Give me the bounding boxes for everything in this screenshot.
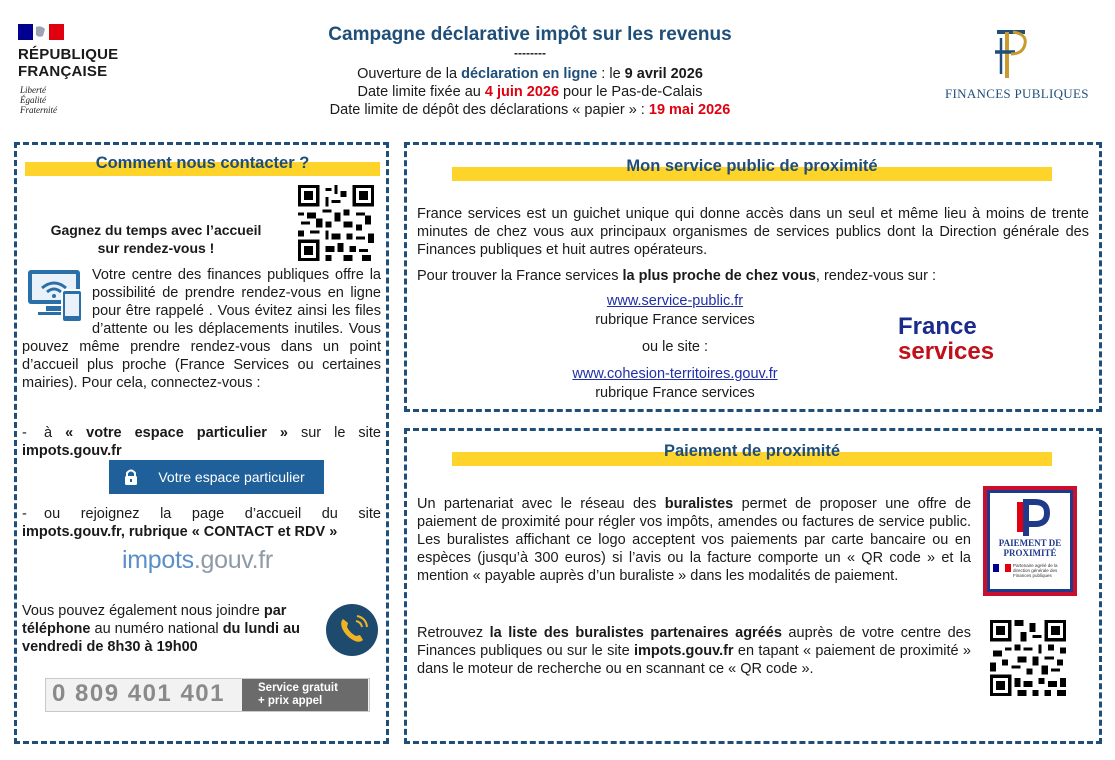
or-label: ou le site : (641, 339, 709, 355)
paiement-title: Paiement de proximité (663, 442, 841, 460)
proximite-title: Mon service public de proximité (626, 157, 878, 175)
paiement-proximite-logo (983, 486, 1077, 596)
paiement-paragraph: Un partenariat avec le réseau des buralistes permet de proposer une offre de paiement de proximité pour régler vos impôts, amendes ou factures de service public. Les buralistes affichant ce logo acceptent vos paiements par carte bancaire ou en espèces (jusqu’à 300 euros) si l’avis ou la facture comporte un « QR code » et la mention « payable auprès d’un buraliste » dans les modalités de paiement. (417, 496, 972, 584)
phone-price-tag: Service gratuit + prix appel (242, 679, 368, 711)
marianne-flag-icon (18, 24, 64, 40)
bullet-contact-rdv: - ou rejoignez la page d’accueil du site impots.gouv.fr, rubrique « CONTACT et RDV » (22, 506, 381, 540)
contact-intro: Gagnez du temps avec l’accueil sur rendez-vous ! (50, 222, 262, 256)
finances-publiques-name: FINANCES PUBLIQUES (945, 86, 1089, 101)
logo-subtitle: Partenaire agréé de la direction générale des Finances publiques (1013, 563, 1058, 578)
republique-francaise-logo: RÉPUBLIQUE FRANÇAISE (18, 46, 119, 80)
contact-paragraph: Votre centre des finances publiques offre la possibilité de prendre rendez-vous en ligne pour être rappelé . Vous évitez ainsi les files d’attente ou les déplacements inutiles. Vous pouvez même prendre rendez-vous dans un point d’accueil plus proche (France Services ou certaines mairies). Pour cela, connectez-vous : (22, 267, 381, 391)
proximite-paragraph: France services est un guichet unique qui donne accès dans un seul et même lieu à moins de trente minutes de chez vous aux principaux organismes de services publics dont la Direction générale des Finances publiques et huit autres opérateurs. (417, 206, 1089, 258)
lock-icon (123, 468, 139, 486)
paiement-p-icon (1009, 498, 1053, 538)
service-public-link[interactable]: www.service-public.fr (606, 293, 744, 309)
rubrique-label: rubrique France services (595, 312, 755, 328)
impots-gouv-logo: impots.gouv.fr (122, 546, 273, 574)
phone-number[interactable]: 0 809 401 401 (52, 680, 225, 707)
opening-date-line: Ouverture de la déclaration en ligne : le 9 avril 2026 (357, 66, 703, 82)
finances-publiques-icon (985, 28, 1035, 82)
republique-motto: Liberté Égalité Fraternité (20, 85, 57, 115)
cohesion-territoires-link[interactable]: www.cohesion-territoires.gouv.fr (572, 366, 778, 382)
logo-title-line: PROXIMITÉ (1003, 548, 1057, 558)
buralistes-paragraph: Retrouvez la liste des buralistes partenaires agréés auprès de votre centre des Finances publiques ou sur le site impots.gouv.fr en tapant « paiement de proximité » dans le moteur de recherche ou en scannant ce « QR code ». (417, 625, 971, 677)
contact-title: Comment nous contacter ? (95, 154, 310, 172)
qr-code-icon (990, 620, 1066, 696)
phone-icon (326, 604, 378, 656)
france-services-logo: France services (898, 313, 995, 365)
phone-paragraph: Vous pouvez également nous joindre par téléphone au numéro national du lundi au vendredi de 8h30 à 19h00 (22, 603, 301, 655)
qr-code-icon (298, 185, 374, 261)
deadline-line: Date limite fixée au 4 juin 2026 pour le Pas-de-Calais (357, 84, 703, 100)
espace-particulier-button[interactable]: Votre espace particulier (109, 460, 324, 494)
title-separator: -------- (514, 46, 546, 60)
paper-deadline-line: Date limite de dépôt des déclarations « papier » : 19 mai 2026 (329, 102, 731, 118)
mini-flag-icon (993, 564, 1011, 572)
rubrique-label: rubrique France services (595, 385, 755, 401)
logo-title-line: PAIEMENT DE (998, 538, 1062, 548)
bullet-espace-particulier: - à « votre espace particulier » sur le site impots.gouv.fr (22, 425, 381, 459)
proximite-find-line: Pour trouver la France services la plus proche de chez vous, rendez-vous sur : (417, 268, 936, 284)
proximite-links (520, 292, 830, 403)
page-title: Campagne déclarative impôt sur les revenus (328, 24, 732, 45)
